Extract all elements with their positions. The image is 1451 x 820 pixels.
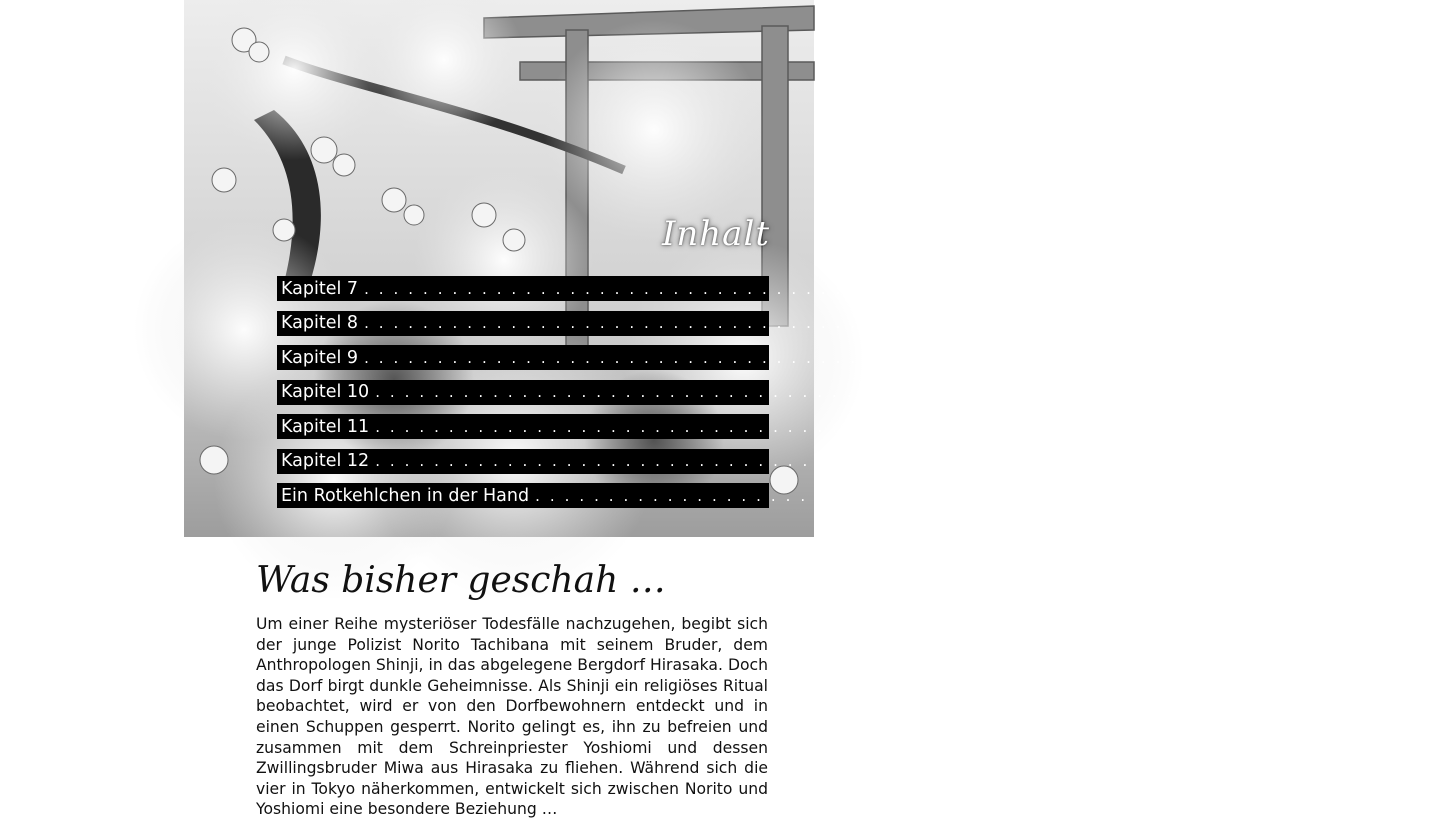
toc-leader-dots: . . . . . . . . . . . . . . . . . . . . . . . . . . . . . . . . . . . . . . . . . . . . . . . . . . . . . . . . . . . . [364, 279, 1241, 298]
contents-title: Inhalt [661, 214, 770, 254]
toc-entry-label: Kapitel 12 [281, 451, 370, 471]
recap-text: Um einer Reihe mysteriöser Todesfälle nachzugehen, begibt sich der junge Polizist Norito Tachibana mit seinem Bruder, dem Anthropologen Shinji, in das abgelegene Bergdorf Hirasaka. Doch das Dorf birgt dunkle Geheimnisse. Als Shinji ein religiöses Ritual beobachtet, wird er von den Dorfbewohnern entdeckt und in einen Schuppen gesperrt. Norito gelingt es, ihn zu befreien und zusammen mit dem Schreinpriester Yoshiomi und dessen Zwillingsbruder Miwa aus Hirasaka zu fliehen. Während sich die vier in Tokyo näherkommen, entwickelt sich zwischen Norito und Yoshiomi eine besondere Beziehung … [256, 615, 768, 819]
toc-entry-rotkehlchen [277, 483, 1451, 508]
recap-heading: Was bisher geschah … [256, 560, 666, 601]
toc-leader-dots: . . . . . . . . . . . . . . . . . . . . . . . . . . . . . . . . . . . . . . . . . . . . . . . . . . . . . . . . . . . . [364, 348, 1241, 367]
toc-entry-label: Kapitel 7 [281, 278, 359, 299]
toc-entry-page: 037 [1246, 313, 1281, 333]
toc-leader-dots: . . . . . . . . . . . . . . . . . . . . . . . . . . . . . . . . . . . . . . . . . . . . . . . . . . . . . . . . . . . . [364, 314, 1241, 332]
toc-entry-page: 105 [1258, 382, 1292, 402]
table-of-contents [277, 276, 1451, 518]
toc-entry-kapitel-12 [277, 449, 1292, 474]
toc-entry-page: 169 [1258, 451, 1292, 471]
toc-entry-kapitel-8 [277, 311, 1281, 336]
toc-entry-page: 073 [1246, 347, 1281, 368]
cherry-blossom-torii-illustration [184, 0, 1451, 537]
toc-entry-label: Kapitel 10 [281, 382, 370, 402]
toc-leader-dots: . . . . . . . . . . . . . . . . . . . . . . . . . . . . . . . . . . . . . . . . . . . . . . . . . . . . . . . . . . . . [375, 452, 1252, 470]
toc-entry-kapitel-9 [277, 345, 1281, 370]
toc-entry-kapitel-11 [277, 414, 1292, 439]
toc-entry-label: Ein Rotkehlchen in der Hand [281, 485, 530, 506]
toc-entry-label: Kapitel 9 [281, 347, 359, 368]
toc-entry-page: 135 [1258, 416, 1292, 437]
toc-entry-kapitel-7 [277, 276, 1281, 301]
toc-entry-page: 201 [1417, 485, 1451, 506]
toc-entry-kapitel-10 [277, 380, 1292, 405]
toc-entry-page: 005 [1246, 278, 1281, 299]
toc-leader-dots: . . . . . . . . . . . . . . . . . . . . . . . . . . . . . . . . . . . . . . . . . . . . . . . . . . . . . . . . . . . . [375, 383, 1252, 401]
toc-entry-label: Kapitel 8 [281, 313, 359, 333]
toc-leader-dots: . . . . . . . . . . . . . . . . . . . . . . . . . . . . . . . . . . . . . . . . . . . . . . . . . . . . . . . . . . . . [535, 486, 1412, 505]
toc-leader-dots: . . . . . . . . . . . . . . . . . . . . . . . . . . . . . . . . . . . . . . . . . . . . . . . . . . . . . . . . . . . . [375, 417, 1252, 436]
toc-entry-label: Kapitel 11 [281, 416, 370, 437]
